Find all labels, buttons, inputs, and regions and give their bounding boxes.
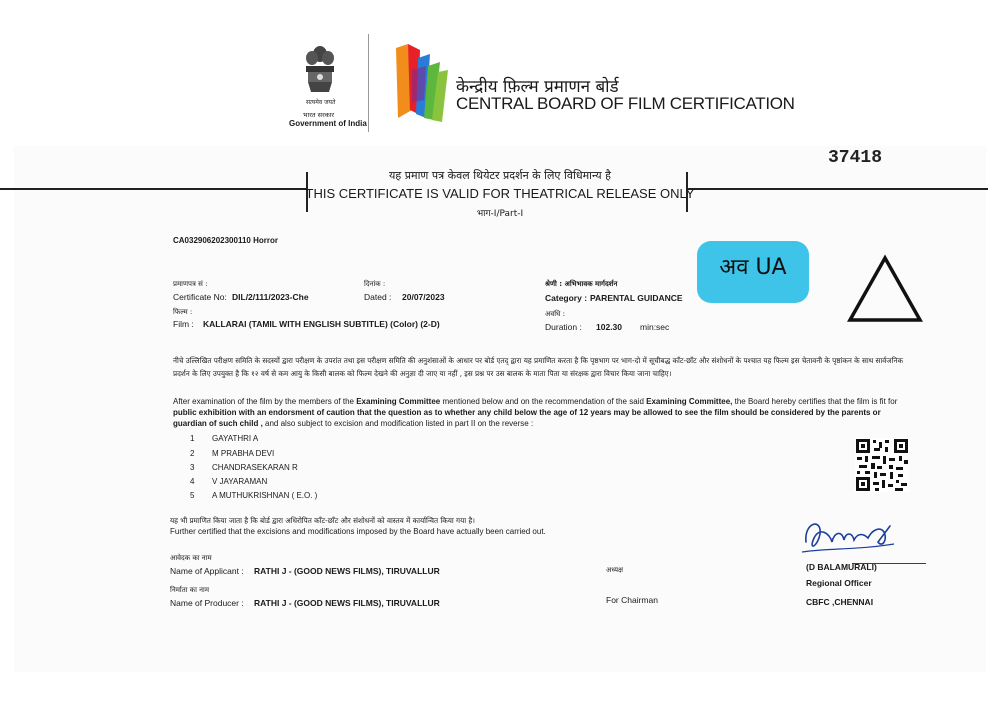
applicant-value: RATHI J - (GOOD NEWS FILMS), TIRUVALLUR [254,566,440,576]
further-hindi: यह भी प्रमाणित किया जाता है कि बोर्ड द्वारा अधिरोपित काँट-छाँट और संशोधनों को वास्तव में कार्यान्वित किया गया है। [170,516,475,525]
cert-no-hindi: प्रमाणपत्र सं : [173,280,208,288]
officer-office: CBFC ,CHENNAI [806,597,874,607]
category-hindi: श्रेणी : अभिभावक मार्गदर्शन [545,280,618,288]
part-label: भाग-I/Part-I [476,209,524,219]
duration-unit: min:sec [640,322,670,332]
serial-number: 37418 [828,148,883,168]
chair-english: For Chairman [606,595,658,605]
category-label: Category : [545,293,588,303]
producer-label: Name of Producer : [170,598,244,608]
reference-code: CA032906202300110 Horror [173,236,278,245]
member-name: A MUTHUKRISHNAN ( E.O. ) [212,491,318,500]
validity-hindi: यह प्रमाण पत्र केवल थियेटर प्रदर्शन के लिए विधिमान्य है [389,169,611,182]
officer-name: (D BALAMURALI) [806,562,877,572]
body-paragraph-hindi: नीचे उल्लिखित परीक्षण समिति के सदस्यों द्वारा परीक्षण के उपरांत तथा इस परीक्षण समिति की अनुशंसाओं के आधार पर बोर्ड एतद् द्वारा यह प्रमाणित करता है कि पृष्ठभाग पर भाग-दो में सूचीबद्ध काँट-छाँट और संशोधनों के पश्चात यह फिल्म इस चेतावनी के पृष्ठांकन के साथ सार्वजनिक प्रदर्शन के लिए उपयुक्त है कि १२ वर्ष से कम आयु के किसी बालक को फिल्म देखने की अनुज्ञा दी जाए या नहीं , इस प्रश्न पर उस बालक के माता पिता या संरक्षक द्वारा विचार किया जाना चाहिए। [173,356,903,378]
certificate-header-area [14,0,986,146]
duration-label: Duration : [545,322,582,332]
header-divider [368,34,369,132]
member-name: GAYATHRI A [212,434,259,443]
producer-hindi: निर्माता का नाम [170,586,210,594]
film-label: Film : [173,319,194,329]
emblem-motto: सत्यमेव जयते [306,99,336,106]
govt-english: Government of India [289,119,367,128]
officer-title: Regional Officer [806,578,872,588]
further-english: Further certified that the excisions and modifications imposed by the Board have actually been carried out. [170,527,546,536]
applicant-hindi: आवेदक का नाम [170,554,212,562]
date-hindi: दिनांक : [364,280,386,288]
board-name-hindi: केन्द्रीय फ़िल्म प्रमाणन बोर्ड [456,77,619,97]
member-name: V JAYARAMAN [212,477,268,486]
member-number: 4 [190,477,195,486]
cert-no-label: Certificate No: [173,292,227,302]
govt-hindi: भारत सरकार [303,111,335,119]
film-hindi: फिल्म : [173,308,193,316]
body-paragraph-english: After examination of the film by the members of the Examining Committee mentioned below and on the recommendation of the said Examining Committee, the Board hereby certifies that the film is fit for public exhibition with an endorsment of caution that the question as to whether any child below the age of 12 years may be allowed to see the film should be considered by the parents or guardian of such child , and also subject to excision and modification listed in part II on the reverse : [173,397,898,428]
member-name: M PRABHA DEVI [212,449,275,458]
duration-value: 102.30 [596,322,622,332]
category-value: PARENTAL GUIDANCE [590,293,683,303]
member-number: 5 [190,491,195,500]
member-number: 3 [190,463,195,472]
signature-icon [798,512,902,562]
triangle-icon [846,252,924,324]
date-label: Dated : [364,292,392,302]
cert-no-value: DIL/2/111/2023-Che [232,292,309,302]
film-value: KALLARAI (TAMIL WITH ENGLISH SUBTITLE) (Color) (2-D) [203,319,440,329]
duration-hindi: अवधि : [545,310,565,318]
emblem-icon [300,44,340,96]
member-number: 2 [190,449,195,458]
chair-hindi: अध्यक्ष [606,566,624,574]
date-value: 20/07/2023 [402,292,445,302]
member-number: 1 [190,434,195,443]
qr-code-icon [855,438,909,492]
member-name: CHANDRASEKARAN R [212,463,298,472]
validity-english: THIS CERTIFICATE IS VALID FOR THEATRICAL RELEASE ONLY [305,186,695,201]
applicant-label: Name of Applicant : [170,566,244,576]
board-name-english: CENTRAL BOARD OF FILM CERTIFICATION [456,94,795,113]
rating-stamp-text: अव UA [719,255,787,280]
cbfc-logo-icon [392,40,450,124]
producer-value: RATHI J - (GOOD NEWS FILMS), TIRUVALLUR [254,598,440,608]
